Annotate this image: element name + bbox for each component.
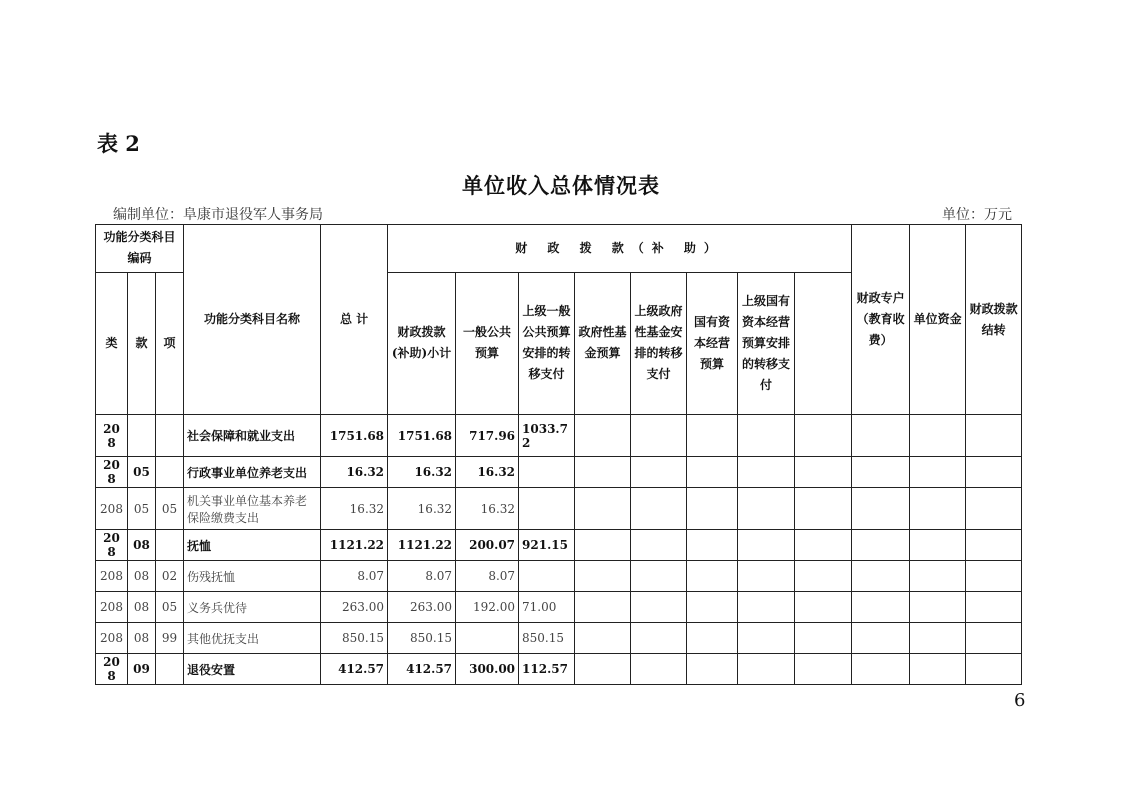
table-row: [96, 457, 1022, 488]
cell-transfer: 850.15: [519, 623, 575, 654]
table-row: [96, 561, 1022, 592]
cell-kuan: 08: [128, 592, 156, 623]
cell-lei: 208: [96, 488, 128, 530]
cell-xiang: 05: [156, 592, 184, 623]
cell-subtotal: 1121.22: [388, 530, 456, 561]
table-row: [96, 488, 1022, 530]
cell-xiang: [156, 415, 184, 457]
header-state-capital: 国有资本经营预算: [687, 272, 738, 415]
cell-lei: 208: [96, 530, 128, 561]
cell-general: 717.96: [456, 415, 519, 457]
table-row: [96, 592, 1022, 623]
cell-transfer: [519, 488, 575, 530]
cell-subtotal: 850.15: [388, 623, 456, 654]
cell-subtotal: 263.00: [388, 592, 456, 623]
cell-lei: 208: [96, 623, 128, 654]
cell-kuan: 05: [128, 488, 156, 530]
cell-total: 8.07: [321, 561, 388, 592]
cell-general: 200.07: [456, 530, 519, 561]
cell-transfer: 1033.72: [519, 415, 575, 457]
header-upper-gov-fund-transfer: 上级政府性基金安排的转移支付: [631, 272, 687, 415]
cell-name: 机关事业单位基本养老保险缴费支出: [184, 488, 321, 530]
cell-kuan: 09: [128, 654, 156, 685]
cell-name: 伤残抚恤: [184, 561, 321, 592]
cell-xiang: [156, 654, 184, 685]
cell-xiang: [156, 530, 184, 561]
cell-kuan: 08: [128, 623, 156, 654]
cell-total: 16.32: [321, 457, 388, 488]
income-table: [95, 224, 1022, 685]
compiling-unit: 编制单位：阜康市退役军人事务局: [113, 207, 323, 223]
table-row: [96, 623, 1022, 654]
cell-general: 8.07: [456, 561, 519, 592]
cell-lei: 208: [96, 457, 128, 488]
header-fiscal-group: 财 政 拨 款（补 助）: [388, 225, 852, 273]
cell-transfer: 71.00: [519, 592, 575, 623]
cell-general: 300.00: [456, 654, 519, 685]
cell-name: 其他优抚支出: [184, 623, 321, 654]
header-total: 总 计: [321, 225, 388, 415]
cell-general: 16.32: [456, 488, 519, 530]
table-row: [96, 415, 1022, 457]
table-row: [96, 530, 1022, 561]
cell-total: 412.57: [321, 654, 388, 685]
page-number: 6: [1014, 690, 1026, 711]
cell-name: 退役安置: [184, 654, 321, 685]
table-row: [96, 654, 1022, 685]
currency-unit: 单位：万元: [942, 207, 1012, 223]
cell-subtotal: 412.57: [388, 654, 456, 685]
header-unit-funds: 单位资金: [910, 225, 966, 415]
cell-xiang: 05: [156, 488, 184, 530]
table-label: 表 2: [97, 131, 140, 156]
header-lei: 类: [96, 272, 128, 415]
header-gov-fund: 政府性基金预算: [575, 272, 631, 415]
cell-transfer: 112.57: [519, 654, 575, 685]
cell-name: 行政事业单位养老支出: [184, 457, 321, 488]
header-upper-general-transfer: 上级一般公共预算安排的转移支付: [519, 272, 575, 415]
cell-kuan: 08: [128, 561, 156, 592]
cell-transfer: [519, 457, 575, 488]
cell-xiang: 02: [156, 561, 184, 592]
header-kuan: 款: [128, 272, 156, 415]
cell-lei: 208: [96, 561, 128, 592]
cell-total: 263.00: [321, 592, 388, 623]
header-general-budget: 一般公共预算: [456, 272, 519, 415]
cell-subtotal: 16.32: [388, 488, 456, 530]
cell-transfer: 921.15: [519, 530, 575, 561]
cell-xiang: [156, 457, 184, 488]
cell-lei: 208: [96, 654, 128, 685]
cell-total: 1751.68: [321, 415, 388, 457]
page-title: 单位收入总体情况表: [462, 173, 660, 198]
cell-general: [456, 623, 519, 654]
cell-total: 1121.22: [321, 530, 388, 561]
header-special-account: 财政专户（教育收费）: [852, 225, 910, 415]
cell-total: 16.32: [321, 488, 388, 530]
header-upper-state-capital-transfer: 上级国有资本经营预算安排的转移支付: [738, 272, 795, 415]
cell-lei: 208: [96, 415, 128, 457]
header-fiscal-carryover: 财政拨款结转: [966, 225, 1022, 415]
cell-general: 192.00: [456, 592, 519, 623]
cell-name: 社会保障和就业支出: [184, 415, 321, 457]
cell-subtotal: 16.32: [388, 457, 456, 488]
header-name: 功能分类科目名称: [184, 225, 321, 415]
cell-subtotal: 8.07: [388, 561, 456, 592]
cell-transfer: [519, 561, 575, 592]
cell-xiang: 99: [156, 623, 184, 654]
cell-name: 义务兵优待: [184, 592, 321, 623]
cell-kuan: 05: [128, 457, 156, 488]
cell-kuan: 08: [128, 530, 156, 561]
cell-general: 16.32: [456, 457, 519, 488]
cell-total: 850.15: [321, 623, 388, 654]
header-code-group: 功能分类科目编码: [96, 225, 184, 273]
cell-name: 抚恤: [184, 530, 321, 561]
cell-kuan: [128, 415, 156, 457]
header-fiscal-subtotal: 财政拨款(补助)小计: [388, 272, 456, 415]
header-xiang: 项: [156, 272, 184, 415]
cell-lei: 208: [96, 592, 128, 623]
cell-subtotal: 1751.68: [388, 415, 456, 457]
